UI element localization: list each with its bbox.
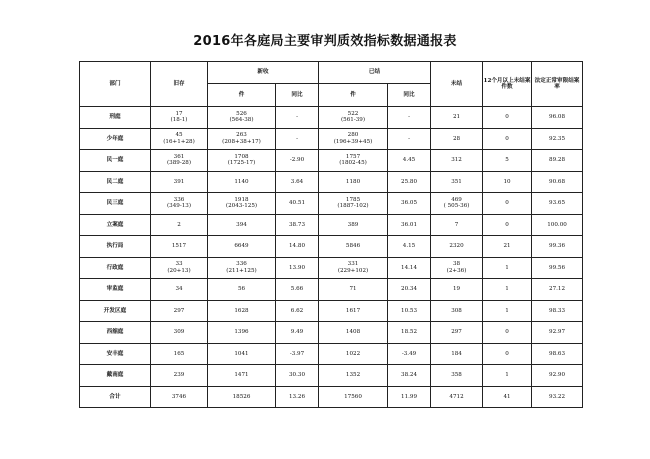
- cell-new-value: 1140: [234, 178, 249, 185]
- cell-dept-value: 少年庭: [106, 135, 124, 142]
- cell-dept: [80, 257, 151, 279]
- cell-new-yoy: [276, 300, 319, 322]
- cell-closed-value: 280: [347, 132, 359, 139]
- cell-rate-value: 92.35: [549, 135, 566, 142]
- cell-over12: [483, 171, 532, 193]
- cell-closed-yoy-value: 36.01: [401, 221, 418, 228]
- cell-closed-yoy: [388, 365, 431, 387]
- cell-closed: [319, 214, 388, 236]
- cell-over12: [483, 300, 532, 322]
- table-row: [80, 214, 583, 236]
- cell-closed-yoy-value: 18.52: [401, 329, 418, 336]
- cell-pending: [431, 365, 483, 387]
- cell-old-value: 3746: [171, 393, 187, 400]
- cell-over12-value: 0: [505, 221, 509, 228]
- header-closed: 已结: [319, 62, 431, 84]
- cell-pending-breakdown: (2+36): [446, 267, 467, 274]
- cell-pending: [431, 257, 483, 279]
- cell-over12: [483, 236, 532, 258]
- cell-closed-yoy: [388, 150, 431, 172]
- cell-rate-value: 93.22: [549, 393, 566, 400]
- cell-dept-value: 立案庭: [106, 221, 124, 228]
- cell-dept-value: 执行局: [106, 243, 124, 250]
- cell-new: [208, 171, 276, 193]
- header-new: 新收: [208, 62, 319, 84]
- cell-dept-value: 合计: [109, 393, 121, 400]
- cell-pending: [431, 214, 483, 236]
- cell-closed-breakdown: (1802-45): [339, 160, 367, 167]
- cell-old-value: 239: [173, 372, 185, 379]
- cell-rate: [532, 150, 583, 172]
- cell-new-yoy-value: 38.73: [289, 221, 306, 228]
- cell-old-value: 336: [173, 196, 185, 203]
- cell-rate: [532, 107, 583, 129]
- cell-new-value: 1918: [234, 196, 249, 203]
- cell-old-value: 309: [173, 329, 185, 336]
- cell-over12: [483, 257, 532, 279]
- cell-dept-value: 安丰庭: [106, 350, 124, 357]
- cell-dept: [80, 279, 151, 301]
- cell-rate: [532, 300, 583, 322]
- cell-closed-yoy: [388, 107, 431, 129]
- cell-closed-value: 1757: [345, 153, 361, 160]
- cell-pending-value: 469: [451, 196, 462, 203]
- cell-dept-value: 民一庭: [106, 157, 124, 164]
- cell-rate-value: 98.63: [549, 350, 566, 357]
- cell-rate-value: 90.68: [549, 178, 566, 185]
- cell-dept: [80, 300, 151, 322]
- cell-over12: [483, 128, 532, 150]
- cell-dept-value: 民二庭: [106, 178, 124, 185]
- cell-new: [208, 128, 276, 150]
- cell-new: [208, 107, 276, 129]
- cell-new: [208, 279, 276, 301]
- cell-old: [151, 386, 208, 408]
- cell-old: [151, 322, 208, 344]
- cell-closed-value: 522: [347, 110, 359, 117]
- cell-old-value: 34: [175, 286, 183, 293]
- cell-closed-yoy-value: 4.15: [402, 243, 416, 250]
- cell-rate: [532, 322, 583, 344]
- cell-dept: [80, 365, 151, 387]
- cell-dept-value: 西舘庭: [106, 329, 124, 336]
- cell-over12: [483, 214, 532, 236]
- cell-over12: [483, 365, 532, 387]
- cell-new-value: 18526: [232, 393, 251, 400]
- cell-new-yoy: [276, 107, 319, 129]
- cell-new-value: 1628: [234, 307, 249, 314]
- cell-old-value: 297: [173, 307, 185, 314]
- cell-old: [151, 171, 208, 193]
- cell-pending: [431, 279, 483, 301]
- cell-closed: [319, 236, 388, 258]
- cell-closed-value: 5846: [345, 243, 361, 250]
- cell-closed-yoy-value: -: [408, 135, 410, 142]
- cell-new-yoy-value: 13.26: [289, 393, 306, 400]
- cell-closed-value: 331: [347, 261, 359, 268]
- header-row-top: [80, 62, 583, 84]
- cell-pending-value: 308: [451, 307, 462, 314]
- cell-pending: [431, 236, 483, 258]
- cell-old-value: 17: [175, 110, 183, 117]
- cell-new-breakdown: (564-38): [229, 117, 254, 124]
- cell-dept-value: 民三庭: [106, 200, 124, 207]
- cell-old-value: 33: [175, 261, 183, 268]
- cell-new-yoy-value: 30.30: [289, 372, 306, 379]
- cell-rate-value: 92.90: [549, 372, 566, 379]
- cell-dept: [80, 214, 151, 236]
- cell-dept: [80, 343, 151, 365]
- cell-closed-value: 1352: [345, 372, 361, 379]
- cell-closed: [319, 343, 388, 365]
- cell-over12-value: 10: [503, 178, 511, 185]
- cell-dept: [80, 193, 151, 215]
- cell-rate-value: 96.08: [549, 114, 566, 121]
- cell-dept-value: 行政庭: [106, 264, 124, 271]
- cell-dept: [80, 322, 151, 344]
- table-row: [80, 343, 583, 365]
- cell-new-value: 336: [236, 261, 247, 268]
- cell-new-yoy-value: -2.90: [289, 157, 305, 164]
- cell-closed-value: 389: [347, 221, 359, 228]
- cell-dept: [80, 128, 151, 150]
- cell-new-yoy: [276, 150, 319, 172]
- cell-closed-yoy: [388, 128, 431, 150]
- cell-dept-value: 审监庭: [106, 286, 124, 293]
- cell-rate: [532, 193, 583, 215]
- cell-rate: [532, 214, 583, 236]
- cell-pending-value: 312: [451, 157, 462, 164]
- cell-dept-value: 戴南庭: [106, 372, 124, 379]
- report-title: 2016年各庭局主要审判质效指标数据通报表: [193, 34, 457, 49]
- cell-dept: [80, 150, 151, 172]
- cell-old: [151, 150, 208, 172]
- cell-new-yoy: [276, 193, 319, 215]
- cell-rate-value: 93.65: [549, 200, 566, 207]
- header-dept: 部门: [80, 62, 151, 107]
- cell-new-yoy: [276, 322, 319, 344]
- cell-closed-yoy: [388, 343, 431, 365]
- cell-rate-value: 100.00: [547, 221, 567, 228]
- cell-old-breakdown: (16+1+28): [163, 138, 195, 145]
- cell-rate: [532, 386, 583, 408]
- cell-pending-value: 4712: [449, 393, 464, 400]
- cell-over12: [483, 193, 532, 215]
- cell-new-value: 1041: [234, 350, 249, 357]
- cell-pending-value: 351: [451, 178, 462, 185]
- table-row: [80, 279, 583, 301]
- cell-pending-value: 38: [452, 261, 461, 268]
- cell-pending: [431, 300, 483, 322]
- cell-new-yoy-value: -3.97: [289, 350, 305, 357]
- cell-new: [208, 365, 276, 387]
- table-row: [80, 150, 583, 172]
- cell-new-yoy: [276, 236, 319, 258]
- cell-new: [208, 322, 276, 344]
- cell-new-yoy-value: 6.62: [290, 307, 304, 314]
- cell-new-yoy-value: -: [296, 135, 298, 142]
- cell-old-value: 45: [175, 132, 183, 139]
- cell-dept: [80, 386, 151, 408]
- cell-rate-value: 99.36: [549, 243, 566, 250]
- cell-pending-breakdown: ( 505-36): [443, 203, 470, 210]
- cell-new-value: 1708: [234, 153, 249, 160]
- cell-closed-yoy-value: -: [408, 114, 410, 121]
- cell-pending-value: 7: [454, 221, 459, 228]
- cell-new-yoy: [276, 343, 319, 365]
- cell-old: [151, 300, 208, 322]
- cell-over12-value: 0: [505, 200, 509, 207]
- cell-pending: [431, 128, 483, 150]
- cell-pending: [431, 171, 483, 193]
- cell-new-value: 526: [236, 110, 247, 117]
- cell-closed-breakdown: (1887-102): [337, 203, 369, 210]
- cell-over12-value: 1: [505, 372, 509, 379]
- table-row: [80, 257, 583, 279]
- cell-over12: [483, 150, 532, 172]
- cell-over12-value: 41: [503, 393, 511, 400]
- cell-closed-breakdown: (196+39+45): [333, 138, 373, 145]
- cell-old-value: 1517: [171, 243, 187, 250]
- header-pending: 未结: [431, 62, 483, 107]
- cell-new: [208, 300, 276, 322]
- table-row: [80, 365, 583, 387]
- header-rate: 法定正常审限结案率: [532, 62, 583, 107]
- cell-closed: [319, 193, 388, 215]
- cell-new-value: 6649: [234, 243, 249, 250]
- cell-closed-breakdown: (229+102): [337, 267, 369, 274]
- cell-pending: [431, 343, 483, 365]
- cell-closed-yoy: [388, 171, 431, 193]
- cell-closed-yoy: [388, 279, 431, 301]
- cell-new: [208, 214, 276, 236]
- cell-new-yoy: [276, 171, 319, 193]
- cell-closed-yoy-value: 14.14: [401, 264, 418, 271]
- cell-new: [208, 343, 276, 365]
- cell-closed-yoy-value: 10.53: [401, 307, 418, 314]
- cell-pending-value: 358: [451, 372, 462, 379]
- table-row: [80, 386, 583, 408]
- cell-closed: [319, 128, 388, 150]
- table-row: [80, 193, 583, 215]
- cell-old: [151, 279, 208, 301]
- cell-closed-value: 71: [349, 286, 357, 293]
- cell-new-yoy-value: 5.66: [290, 286, 304, 293]
- cell-closed: [319, 171, 388, 193]
- report-table: [79, 61, 583, 408]
- table-row: [80, 171, 583, 193]
- cell-pending-value: 28: [452, 135, 461, 142]
- cell-closed: [319, 365, 388, 387]
- cell-over12-value: 0: [505, 350, 509, 357]
- table-row: [80, 107, 583, 129]
- cell-new-breakdown: (2043-125): [225, 203, 258, 210]
- cell-rate: [532, 236, 583, 258]
- cell-closed-yoy-value: 11.99: [401, 393, 418, 400]
- cell-old-value: 361: [173, 153, 185, 160]
- cell-closed-yoy-value: 25.80: [401, 178, 418, 185]
- cell-rate-value: 92.97: [549, 329, 566, 336]
- cell-old: [151, 343, 208, 365]
- cell-dept-value: 刑庭: [109, 114, 121, 121]
- cell-closed-yoy-value: 38.24: [401, 372, 418, 379]
- cell-pending-value: 2320: [449, 243, 464, 250]
- cell-new-yoy: [276, 214, 319, 236]
- cell-new-value: 1471: [234, 372, 249, 379]
- cell-old: [151, 236, 208, 258]
- cell-old-breakdown: (389-28): [166, 160, 192, 167]
- cell-pending-value: 19: [452, 286, 461, 293]
- header-closed-pieces: 件: [319, 84, 388, 107]
- cell-new-yoy: [276, 279, 319, 301]
- cell-new-yoy: [276, 128, 319, 150]
- cell-closed-value: 1408: [345, 329, 361, 336]
- cell-closed-yoy: [388, 322, 431, 344]
- cell-closed-yoy: [388, 236, 431, 258]
- cell-closed: [319, 322, 388, 344]
- cell-new: [208, 257, 276, 279]
- cell-rate: [532, 128, 583, 150]
- cell-closed: [319, 257, 388, 279]
- cell-old: [151, 365, 208, 387]
- cell-closed-yoy-value: -3.49: [401, 350, 417, 357]
- table-row: [80, 322, 583, 344]
- cell-dept-value: 开发区庭: [103, 307, 127, 314]
- cell-over12-value: 5: [505, 157, 509, 164]
- cell-pending-value: 184: [451, 350, 462, 357]
- cell-pending: [431, 107, 483, 129]
- cell-rate-value: 89.28: [549, 157, 566, 164]
- cell-closed-yoy: [388, 386, 431, 408]
- cell-old-breakdown: (20+13): [167, 267, 191, 274]
- cell-pending-value: 297: [451, 329, 462, 336]
- table-row: [80, 128, 583, 150]
- header-old: 旧存: [151, 62, 208, 107]
- cell-pending: [431, 386, 483, 408]
- cell-dept: [80, 236, 151, 258]
- cell-closed-value: 1022: [345, 350, 361, 357]
- cell-old: [151, 214, 208, 236]
- cell-old: [151, 257, 208, 279]
- cell-closed: [319, 386, 388, 408]
- cell-closed-yoy: [388, 193, 431, 215]
- cell-new-yoy: [276, 257, 319, 279]
- cell-over12-value: 1: [505, 307, 509, 314]
- cell-pending-value: 21: [452, 114, 461, 121]
- header-new-yoy: 同比: [276, 84, 319, 107]
- cell-new-value: 263: [236, 132, 247, 139]
- cell-over12-value: 21: [503, 243, 511, 250]
- cell-over12: [483, 279, 532, 301]
- cell-new-value: 1396: [234, 329, 249, 336]
- header-closed-yoy: 同比: [388, 84, 431, 107]
- cell-closed-yoy-value: 36.05: [401, 200, 418, 207]
- cell-closed: [319, 150, 388, 172]
- cell-new-breakdown: (208+38+17): [222, 138, 261, 145]
- cell-new: [208, 193, 276, 215]
- cell-rate: [532, 343, 583, 365]
- cell-pending: [431, 322, 483, 344]
- cell-over12: [483, 386, 532, 408]
- cell-closed-yoy-value: 20.34: [401, 286, 418, 293]
- table-row: [80, 300, 583, 322]
- cell-old-value: 165: [173, 350, 185, 357]
- cell-old-breakdown: (18-1): [170, 117, 188, 124]
- cell-new-yoy-value: -: [296, 114, 298, 121]
- cell-dept: [80, 171, 151, 193]
- cell-over12-value: 0: [505, 114, 509, 121]
- cell-new-yoy-value: 40.51: [289, 200, 306, 207]
- cell-old: [151, 107, 208, 129]
- cell-rate-value: 98.33: [549, 307, 566, 314]
- table-row: [80, 236, 583, 258]
- cell-closed-breakdown: (561-39): [340, 117, 366, 124]
- cell-new: [208, 150, 276, 172]
- cell-new-breakdown: (211+125): [226, 267, 257, 274]
- cell-new-yoy-value: 9.49: [290, 329, 304, 336]
- cell-new-value: 394: [236, 221, 247, 228]
- cell-rate: [532, 257, 583, 279]
- cell-old: [151, 128, 208, 150]
- cell-new-breakdown: (1725-17): [227, 160, 256, 167]
- cell-closed-value: 1785: [345, 196, 361, 203]
- cell-closed: [319, 279, 388, 301]
- cell-new-value: 56: [237, 286, 246, 293]
- cell-new-yoy-value: 14.80: [289, 243, 306, 250]
- cell-rate: [532, 279, 583, 301]
- cell-dept: [80, 107, 151, 129]
- cell-rate: [532, 171, 583, 193]
- cell-closed-yoy: [388, 214, 431, 236]
- cell-closed: [319, 300, 388, 322]
- cell-closed-yoy-value: 4.45: [402, 157, 416, 164]
- cell-new-yoy-value: 13.90: [289, 264, 306, 271]
- cell-over12: [483, 107, 532, 129]
- cell-closed-yoy: [388, 300, 431, 322]
- cell-old-value: 391: [173, 178, 185, 185]
- cell-old-breakdown: (349-13): [166, 203, 192, 210]
- cell-closed-value: 17560: [344, 393, 362, 400]
- cell-rate-value: 99.56: [549, 264, 566, 271]
- cell-over12: [483, 322, 532, 344]
- cell-new: [208, 236, 276, 258]
- cell-new-yoy: [276, 386, 319, 408]
- table-body: [80, 107, 583, 408]
- cell-over12-value: 1: [505, 264, 509, 271]
- cell-over12: [483, 343, 532, 365]
- cell-rate-value: 27.12: [549, 286, 566, 293]
- cell-pending: [431, 193, 483, 215]
- cell-new-yoy: [276, 365, 319, 387]
- cell-new-yoy-value: 3.64: [290, 178, 304, 185]
- cell-closed-yoy: [388, 257, 431, 279]
- cell-pending: [431, 150, 483, 172]
- cell-closed-value: 1180: [345, 178, 361, 185]
- header-over12: 12个月以上未结案件数: [483, 62, 532, 107]
- cell-over12-value: 0: [505, 329, 509, 336]
- cell-rate: [532, 365, 583, 387]
- cell-over12-value: 0: [505, 135, 509, 142]
- cell-closed-value: 1617: [345, 307, 361, 314]
- cell-new: [208, 386, 276, 408]
- cell-old-value: 2: [177, 221, 181, 228]
- cell-over12-value: 1: [505, 286, 509, 293]
- cell-old: [151, 193, 208, 215]
- cell-closed: [319, 107, 388, 129]
- header-new-pieces: 件: [208, 84, 276, 107]
